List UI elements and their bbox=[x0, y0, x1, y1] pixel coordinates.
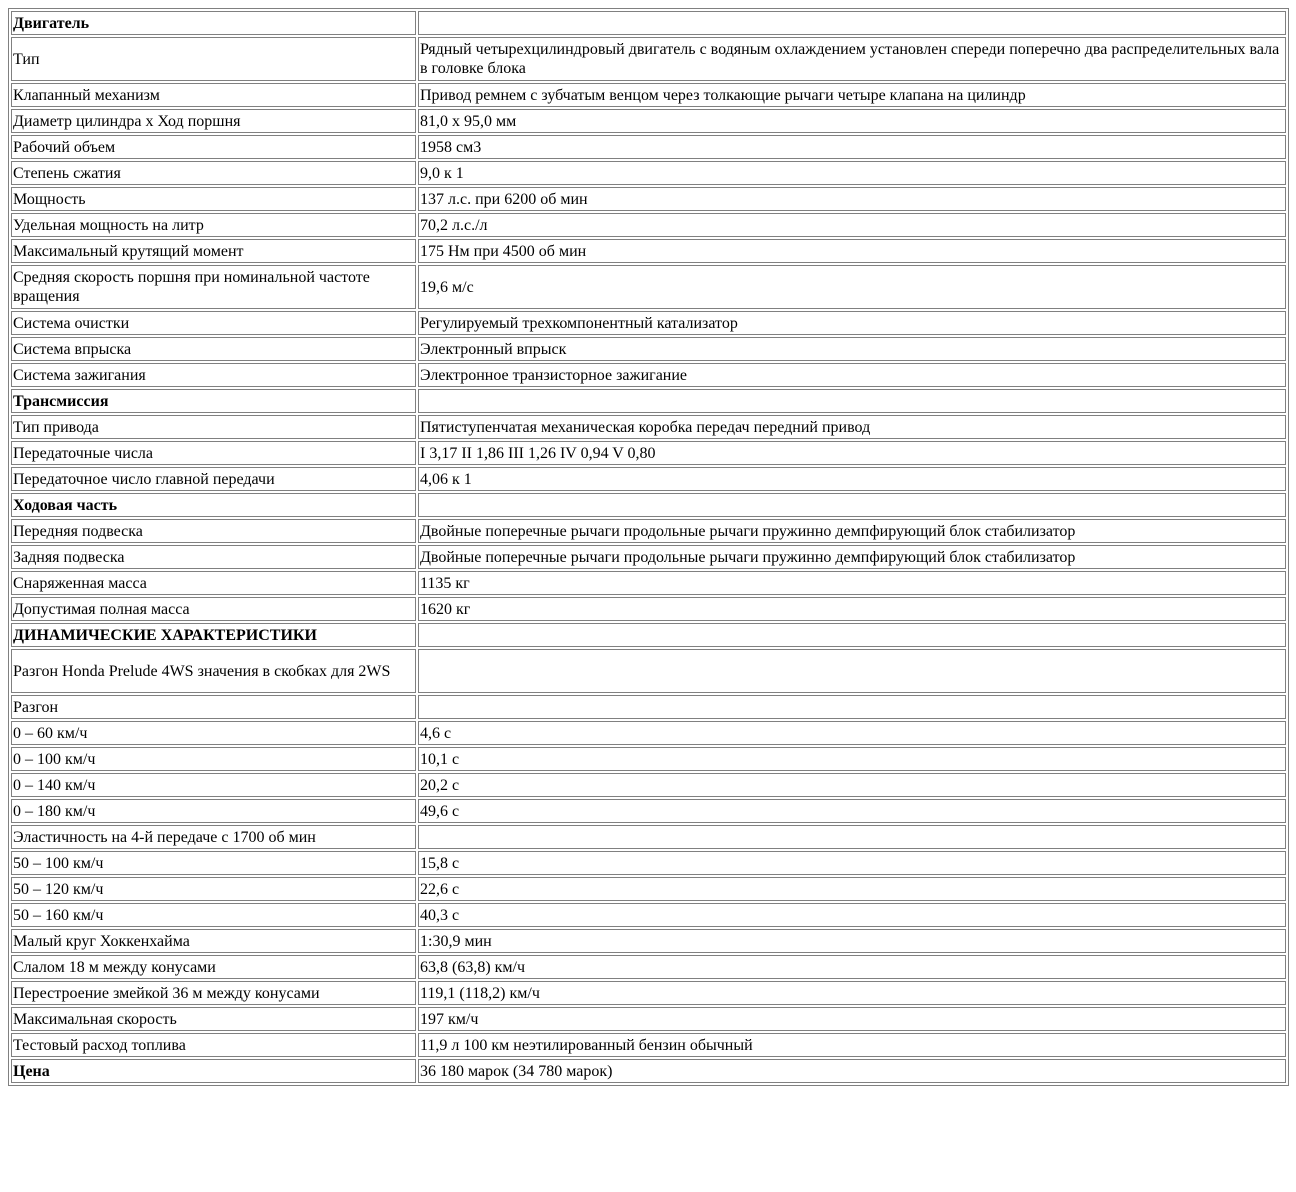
section-header-row bbox=[11, 1059, 1286, 1083]
spec-label: Средняя скорость поршня при номинальной частоте вращения bbox=[11, 265, 416, 309]
spec-label: 50 – 120 км/ч bbox=[11, 877, 416, 901]
spec-label: Малый круг Хоккенхайма bbox=[11, 929, 416, 953]
spec-value bbox=[418, 825, 1286, 849]
spec-label: Клапанный механизм bbox=[11, 83, 416, 107]
spec-label: Мощность bbox=[11, 187, 416, 211]
spec-value: 22,6 с bbox=[418, 877, 1286, 901]
spec-label: Эластичность на 4-й передаче с 1700 об мин bbox=[11, 825, 416, 849]
spec-value: Двойные поперечные рычаги продольные рычаги пружинно демпфирующий блок стабилизатор bbox=[418, 545, 1286, 569]
spec-value: 1958 см3 bbox=[418, 135, 1286, 159]
spec-label: Перестроение змейкой 36 м между конусами bbox=[11, 981, 416, 1005]
spec-label: Разгон bbox=[11, 695, 416, 719]
spec-row bbox=[11, 37, 1286, 81]
spec-label: 50 – 100 км/ч bbox=[11, 851, 416, 875]
spec-value bbox=[418, 649, 1286, 693]
spec-row bbox=[11, 695, 1286, 719]
spec-label: Задняя подвеска bbox=[11, 545, 416, 569]
spec-row bbox=[11, 311, 1286, 335]
spec-row bbox=[11, 649, 1286, 693]
spec-value: 70,2 л.с./л bbox=[418, 213, 1286, 237]
spec-label: Разгон Honda Prelude 4WS значения в скобках для 2WS bbox=[11, 649, 416, 693]
spec-row bbox=[11, 773, 1286, 797]
spec-row bbox=[11, 545, 1286, 569]
spec-label: Система впрыска bbox=[11, 337, 416, 361]
spec-value: 197 км/ч bbox=[418, 1007, 1286, 1031]
section-title: Ходовая часть bbox=[11, 493, 416, 517]
spec-label: Удельная мощность на литр bbox=[11, 213, 416, 237]
spec-label: Передняя подвеска bbox=[11, 519, 416, 543]
spec-value: 81,0 х 95,0 мм bbox=[418, 109, 1286, 133]
spec-value: 36 180 марок (34 780 марок) bbox=[418, 1059, 1286, 1083]
spec-value: 19,6 м/с bbox=[418, 265, 1286, 309]
spec-label: Максимальная скорость bbox=[11, 1007, 416, 1031]
spec-label: Передаточные числа bbox=[11, 441, 416, 465]
spec-row bbox=[11, 1007, 1286, 1031]
spec-value: Привод ремнем с зубчатым венцом через толкающие рычаги четыре клапана на цилиндр bbox=[418, 83, 1286, 107]
spec-row bbox=[11, 877, 1286, 901]
spec-row bbox=[11, 571, 1286, 595]
spec-value: 11,9 л 100 км неэтилированный бензин обычный bbox=[418, 1033, 1286, 1057]
spec-row bbox=[11, 825, 1286, 849]
spec-label: Система очистки bbox=[11, 311, 416, 335]
spec-label: Передаточное число главной передачи bbox=[11, 467, 416, 491]
section-title: Двигатель bbox=[11, 11, 416, 35]
spec-value: 1135 кг bbox=[418, 571, 1286, 595]
spec-row bbox=[11, 239, 1286, 263]
spec-value: 10,1 с bbox=[418, 747, 1286, 771]
section-header-row bbox=[11, 11, 1286, 35]
spec-label: Тип привода bbox=[11, 415, 416, 439]
spec-row bbox=[11, 363, 1286, 387]
spec-row bbox=[11, 903, 1286, 927]
spec-row bbox=[11, 929, 1286, 953]
spec-value: 4,6 с bbox=[418, 721, 1286, 745]
spec-value: 15,8 с bbox=[418, 851, 1286, 875]
spec-value: 4,06 к 1 bbox=[418, 467, 1286, 491]
spec-table bbox=[8, 8, 1289, 1086]
spec-row bbox=[11, 721, 1286, 745]
section-header-row bbox=[11, 623, 1286, 647]
spec-row bbox=[11, 337, 1286, 361]
spec-value bbox=[418, 493, 1286, 517]
spec-value bbox=[418, 623, 1286, 647]
spec-label: Максимальный крутящий момент bbox=[11, 239, 416, 263]
spec-value bbox=[418, 389, 1286, 413]
spec-row bbox=[11, 467, 1286, 491]
spec-row bbox=[11, 415, 1286, 439]
section-title: Цена bbox=[11, 1059, 416, 1083]
spec-value: 63,8 (63,8) км/ч bbox=[418, 955, 1286, 979]
section-header-row bbox=[11, 493, 1286, 517]
spec-value: 1620 кг bbox=[418, 597, 1286, 621]
spec-value: 119,1 (118,2) км/ч bbox=[418, 981, 1286, 1005]
spec-row bbox=[11, 213, 1286, 237]
spec-row bbox=[11, 441, 1286, 465]
spec-row bbox=[11, 265, 1286, 309]
spec-row bbox=[11, 161, 1286, 185]
spec-label: Слалом 18 м между конусами bbox=[11, 955, 416, 979]
spec-label: 50 – 160 км/ч bbox=[11, 903, 416, 927]
spec-label: 0 – 100 км/ч bbox=[11, 747, 416, 771]
spec-row bbox=[11, 799, 1286, 823]
spec-label: 0 – 140 км/ч bbox=[11, 773, 416, 797]
spec-label: Рабочий объем bbox=[11, 135, 416, 159]
spec-value: 9,0 к 1 bbox=[418, 161, 1286, 185]
spec-value: 137 л.с. при 6200 об мин bbox=[418, 187, 1286, 211]
spec-row bbox=[11, 747, 1286, 771]
section-header-row bbox=[11, 389, 1286, 413]
spec-row bbox=[11, 1033, 1286, 1057]
spec-value: 49,6 с bbox=[418, 799, 1286, 823]
spec-row bbox=[11, 109, 1286, 133]
spec-row bbox=[11, 519, 1286, 543]
spec-label: 0 – 180 км/ч bbox=[11, 799, 416, 823]
spec-label: Тип bbox=[11, 37, 416, 81]
spec-value: I 3,17 II 1,86 III 1,26 IV 0,94 V 0,80 bbox=[418, 441, 1286, 465]
spec-row bbox=[11, 955, 1286, 979]
spec-row bbox=[11, 851, 1286, 875]
spec-label: Снаряженная масса bbox=[11, 571, 416, 595]
spec-row bbox=[11, 135, 1286, 159]
spec-value: Регулируемый трехкомпонентный катализатор bbox=[418, 311, 1286, 335]
spec-value: Электронное транзисторное зажигание bbox=[418, 363, 1286, 387]
spec-value bbox=[418, 11, 1286, 35]
section-title: Трансмиссия bbox=[11, 389, 416, 413]
spec-row bbox=[11, 187, 1286, 211]
spec-value bbox=[418, 695, 1286, 719]
spec-value: 40,3 с bbox=[418, 903, 1286, 927]
spec-label: Диаметр цилиндра х Ход поршня bbox=[11, 109, 416, 133]
spec-value: Пятиступенчатая механическая коробка передач передний привод bbox=[418, 415, 1286, 439]
spec-value: Рядный четырехцилиндровый двигатель с водяным охлаждением установлен спереди поперечно два распределительных вала в головке блока bbox=[418, 37, 1286, 81]
spec-label: Степень сжатия bbox=[11, 161, 416, 185]
spec-label: Система зажигания bbox=[11, 363, 416, 387]
spec-table-body bbox=[11, 11, 1286, 1083]
spec-label: Тестовый расход топлива bbox=[11, 1033, 416, 1057]
spec-label: Допустимая полная масса bbox=[11, 597, 416, 621]
spec-value: 20,2 с bbox=[418, 773, 1286, 797]
section-title: ДИНАМИЧЕСКИЕ ХАРАКТЕРИСТИКИ bbox=[11, 623, 416, 647]
spec-row bbox=[11, 83, 1286, 107]
spec-value: Электронный впрыск bbox=[418, 337, 1286, 361]
spec-row bbox=[11, 597, 1286, 621]
spec-value: 1:30,9 мин bbox=[418, 929, 1286, 953]
spec-value: Двойные поперечные рычаги продольные рычаги пружинно демпфирующий блок стабилизатор bbox=[418, 519, 1286, 543]
spec-value: 175 Нм при 4500 об мин bbox=[418, 239, 1286, 263]
spec-label: 0 – 60 км/ч bbox=[11, 721, 416, 745]
spec-row bbox=[11, 981, 1286, 1005]
